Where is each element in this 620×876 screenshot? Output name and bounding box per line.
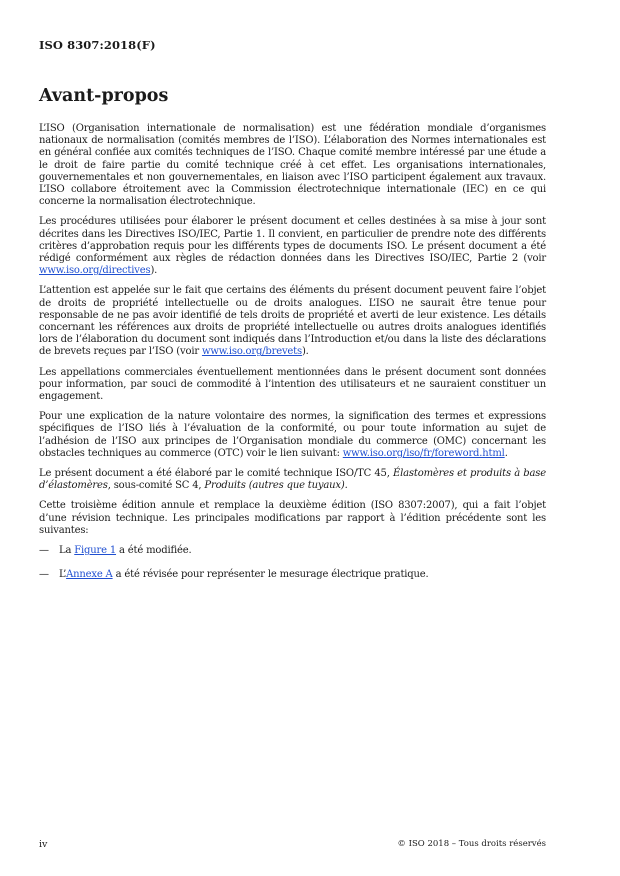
figure-1-link[interactable]: Figure 1 bbox=[74, 545, 117, 557]
paragraph-procedures: Les procédures utilisées pour élaborer le présent document et celles destinées à sa mise à jour sont décrites dans les Directives ISO/IEC, Partie 1. Il convient, en particulier de prendre note des différents critères d’approbation requis pour les différents types de documents ISO. Le présent document a été rédigé conformément aux règles de rédaction données dans les Directives ISO/IEC, Partie 2 (voir www.iso.org/directives). bbox=[39, 216, 546, 277]
document-id: ISO 8307:2018(F) bbox=[39, 38, 156, 52]
paragraph-patents: L’attention est appelée sur le fait que certains des éléments du présent document peuvent faire l’objet de droits de propriété intellectuelle ou de droits analogues. L’ISO ne saurait être tenue pour responsable de ne pas avoir identifié de tels droits de propriété et averti de leur existence. Les détails concernant les références aux droits de propriété intellectuelle ou autres droits analogues identifiés lors de l’élaboration du document sont indiqués dans l’Introduction et/ou dans la liste des déclarations de brevets reçues par l’ISO (voir www.iso.org/brevets). bbox=[39, 285, 546, 358]
dash-marker: — bbox=[39, 545, 49, 557]
dash-marker: — bbox=[39, 569, 49, 581]
paragraph-committee: Le présent document a été élaboré par le comité technique ISO/TC 45, Élastomères et produits à base d’élastomères, sous-comité SC 4, Produits (autres que tuyaux). bbox=[39, 468, 546, 492]
page-title: Avant-propos bbox=[39, 86, 169, 106]
list-item: — L’Annexe A a été révisée pour représenter le mesurage électrique pratique. bbox=[39, 569, 429, 581]
foreword-link[interactable]: www.iso.org/iso/fr/foreword.html bbox=[342, 447, 505, 459]
directives-link[interactable]: www.iso.org/directives bbox=[39, 265, 151, 277]
paragraph-trade-names: Les appellations commerciales éventuellement mentionnées dans le présent document sont données pour information, par souci de commodité à l’intention des utilisateurs et ne sauraient constituer un engagement. bbox=[39, 366, 546, 403]
foreword-body bbox=[39, 123, 546, 594]
paragraph-edition: Cette troisième édition annule et remplace la deuxième édition (ISO 8307:2007), qui a fait l’objet d’une révision technique. Les principales modifications par rapport à l’édition précédente sont les suivantes: bbox=[39, 500, 546, 536]
page-number: iv bbox=[39, 839, 48, 850]
list-item: — La Figure 1 a été modifiée. bbox=[39, 545, 192, 557]
paragraph-iso-intro: L’ISO (Organisation internationale de normalisation) est une fédération mondiale d’organismes nationaux de normalisation (comités membres de l’ISO). L’élaboration des Normes internationales est en général confiée aux comités techniques de l’ISO. Chaque comité membre intéressé par une étude a le droit de faire partie du comité technique créé à cet effet. Les organisations internationales, gouvernementales et non gouvernementales, en liaison avec l’ISO participent également aux travaux. L’ISO collabore étroitement avec la Commission électrotechnique internationale (IEC) en ce qui concerne la normalisation électrotechnique. bbox=[39, 123, 546, 208]
patents-link[interactable]: www.iso.org/brevets bbox=[201, 346, 302, 358]
annex-a-link[interactable]: Annexe A bbox=[66, 569, 113, 581]
copyright-notice: © ISO 2018 – Tous droits réservés bbox=[397, 839, 546, 849]
paragraph-voluntary-nature: Pour une explication de la nature volontaire des normes, la signification des termes et expressions spécifiques de l’ISO liés à l’évaluation de la conformité, ou pour toute information au sujet de l’adhésion de l’ISO aux principes de l’Organisation mondiale du commerce (OMC) concernant les obstacles techniques au commerce (OTC) voir le lien suivant: www.iso.org/iso/fr/foreword.html. bbox=[39, 411, 546, 459]
